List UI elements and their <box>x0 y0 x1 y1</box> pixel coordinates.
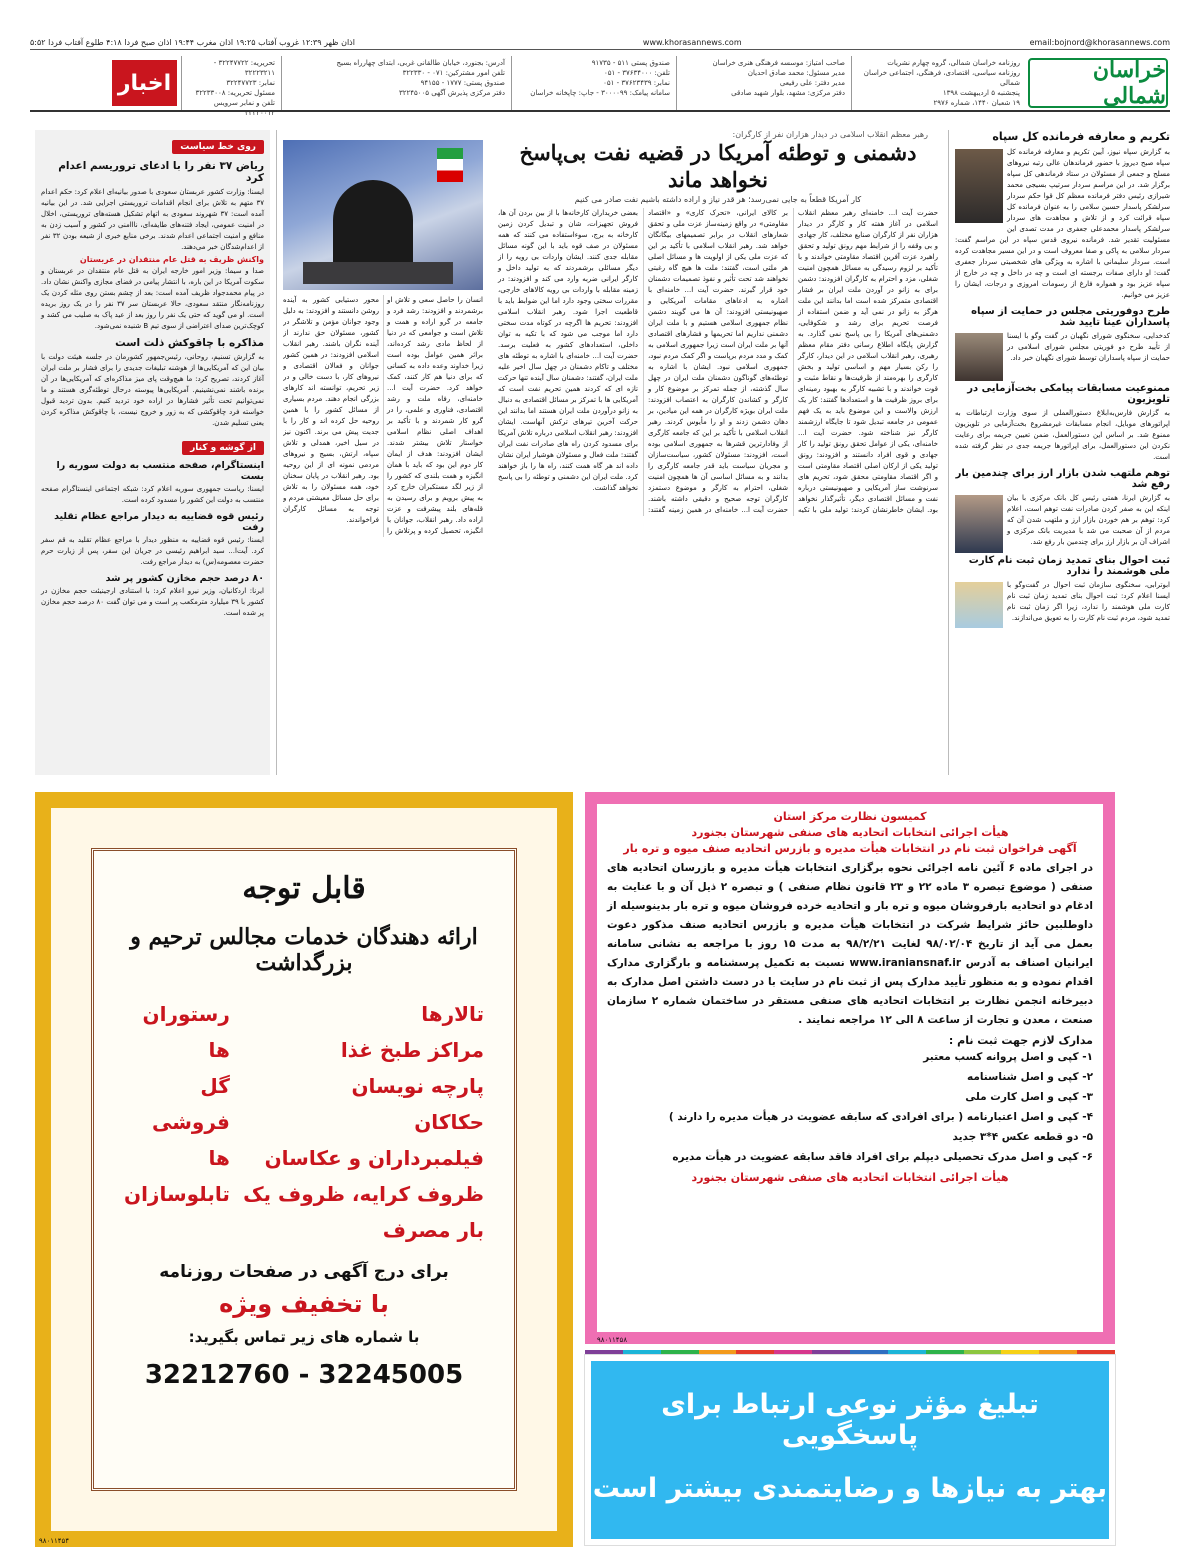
slogan-line: بهتر به نیازها و رضایتمندی بیشتر است <box>592 1473 1108 1504</box>
news-photo <box>955 333 1003 381</box>
ad-line: با شماره های زیر تماس بگیرید: <box>188 1328 420 1346</box>
headline[interactable]: رئیس قوه قضاییه به دیدار مراجع عظام تقلید رفت <box>54 511 264 533</box>
email-link[interactable]: email:bojnord@khorasannews.com <box>1029 38 1170 47</box>
subheadline[interactable]: واکنش ظریف به قتل عام منتقدان در عربستان <box>79 255 264 264</box>
docs-title: مدارک لازم جهت ثبت نام : <box>948 1034 1093 1047</box>
headline[interactable]: طرح دوفوریتی مجلس در حمایت از سپاه پاسداران عینا تایید شد <box>971 306 1170 328</box>
column-kicker: از گوشه و کنار <box>182 441 264 455</box>
article-body: به گزارش تسنیم، روحانی، رئیس‌جمهور کشورمان در جلسه هیئت دولت با بیان این که آمریکایی‌ها از هوشنه تبلیغات جدیدی را برای فشار بر ملت ایران آغاز کردند، تصریح کرد: ما هیچ‌وقت پای میز مذاکره‌ای که آمریکایی‌ها در آن برنده باشند نمی‌نشینیم. آمریکایی‌ها پیوسته درحال توطئه‌گری هستند و ما نمی‌توانیم تحت تأثیر فشارها در اراده خود تردید کنیم. بدون تردید قبول خواسته فرد چاقوکشی که به زور و خروج نیست، با چاقوکش مذاکره کردن یعنی تسلیم شدن. <box>41 353 264 427</box>
masthead-info-2: صاحب امتیاز: موسسه فرهنگی هنری خراسان مدیر مسئول: محمد صادق احدیان مدیر دفتر: علی رفیعی دفتر مرکزی: مشهد، بلوار شهید صادقی <box>676 56 851 110</box>
ad-list-left <box>124 996 230 1248</box>
masthead-info-5: تحریریه: ۳۲۲۴۷۷۲۲ - ۳۲۲۲۳۲۱۱ نمابر: ۳۲۲۴۷۷۲۳ مسئول تحریریه: ۳۲۲۳۳۰۰۸ تلفن و نمابر سرویس ۳۲۲۳۰۰۱۴ <box>181 56 281 110</box>
list-item: پارچه نویسان <box>351 1074 484 1098</box>
article-body: به گزارش ایرنا، همتی رئیس کل بانک مرکزی با بیان اینکه این به صفر کردن صادرات نفت توهم است، اعلام کرد: توهم بر هم خوردن بازار ارز و ملتهب شدن آن که مردم از آن صحبت می شد با مدیریت بانک مرکزی و اشراف آن بر بازار ارز برای چندمین بار رفع شد. <box>1007 494 1170 546</box>
notice-footer: هیأت اجرائی انتخابات اتحادیه های صنفی شهرستان بجنورد <box>691 1171 1009 1184</box>
newspaper-logo[interactable]: خراسان شمالی <box>1028 58 1168 108</box>
article-columns <box>498 208 938 516</box>
right-news-column <box>955 130 1170 775</box>
article-body: حضرت آیت ا... خامنه‌ای رهبر معظم انقلاب اسلامی در آغاز هفته کار و کارگر در دیدار هزاران نفر از کارگران صنایع مختلف، کار جهادی و بی وقفه را از شرایط مهم رونق تولید و تحقق راهبرد عزت آفرین اقتصاد مقاومتی خواندند و با تأکید بر لزوم رسیدگی به مسائل همچون امنیت شغلی، مزد و احترام به کارگران افزودند: دشمن برای به زانو در آوردن ملت ایران بر فشار اقتصادی متمرکز شده است اما بدانند این ملت هرگز به زانو در نمی آید و ضمن استفاده از فرصت تحریم برای رشد و شکوفایی، دشمنی‌های آمریکا را بی پاسخ نمی گذارد. به گزارش پایگاه اطلاع رسانی دفتر مقام معظم رهبری، رهبر انقلاب اسلامی در این دیدار، کارگر را رکن بسیار مهم و اساسی تولید و بخش کارگری را بهره‌مند از ظرفیت‌ها و نقاط مثبت و قوت خواندند و با تشبیه کارگر به بهبود رمینه‌ای برای بروز ظرفیت ها و استعدادها گفتند: کار یک ارزش والاست و این موضوع باید به یک فهم عمومی در جامعه تبدیل شود تا جایگاه ارزشمند کارگر نیز شناخته شود. حضرت آیت ا... خامنه‌ای، یکی از عوامل تحقق رونق تولید را کار جهادی و قوی افراد دانستند و افزودند: رونق تولید یکی از ارکان اصلی اقتصاد مقاومتی است و اگر اقتصاد مقاومتی محقق شود، تحریم های سرنوشت ساز آمریکایی و صهیونیستی درباره نفت و مسائل اقتصادی دیگر، تأثیرگذار نخواهد بود. ایشان خاطرنشان کردند: تولید ملی با تکیه بر کالای ایرانی، «تحرک کاری» و «اقتصاد مقاومتی» در واقع زمینه‌ساز عزت ملی و تحقق شعارهای انقلاب در برابر تصمیمهای بیگانگان خواهد شد. رهبر انقلاب اسلامی با تأکید بر این که عزت ملی یکی از اولویت ها و مسائل اصلی هر ملتی است، گفتند: ملت ها هیچ گاه رغبتی نخواهند شد تحت تأثیر و نفوذ تصمیمات دشمنان خود قرار گیرند. حضرت آیت ا... خامنه‌ای با اشاره به ادعاهای مقامات آمریکایی و صهیونیستی افزودند: آن ها می گویند دشمن نظام جمهوری اسلامی هستیم و با ملت ایران دشمنی نداریم اما تحریمها و فشارهای اقتصادی آنها بر ملت ایران است زیرا جمهوری اسلامی به کمک و مدد مردم برپاست و اگر کمک مردم نبود، جمهوری اسلامی نبود. ایشان با اشاره به توطئه‌های گوناگون دشمنان ملت ایران در چهل سال گذشته، از جمله تمرکز بر موضوع کار و کارگر و کشاندن کارگران به اعتصاب افزودند: ملت ایران بویژه کارگران در همه این میادین، بر دهان دشمن زدند و او را مأیوس کردند. رهبر انقلاب اسلامی با تأکید بر این که جامعه کارگری از وفادارترین قشرها به جمهوری اسلامی بوده است، افزودند: مسئولان کشور، سیاست‌سازان و مجریان سیاست باید قدر جامعه کارگری را بدانند و به مسائل اساسی آن ها همچون امنیت شغلی، احترام به کارگر و موضوع دستمزد کارگران توجه صحیح و دقیقی داشته باشند. حضرت آیت ا... خامنه‌ای در همین زمینه گفتند: بعضی خریداران کارخانه‌ها با از بین بردن آن ها، فروش تجهیزات، شان و تبدیل کردن زمین کارخانه به برج، سوءاستفاده می کنند که همه مسئولان در صف قوه باید با این گونه مسائل مقابله جدی کنند. ایشان واردات بی رویه را از دیگر مسائلی برشمردند که به تولید داخل و کارگر ایرانی ضربه وارد می کند و افزودند: در زمینه مقابله با واردات بی رویه کالاهای خارجی، مقررات سختی وجود دارد اما این ضوابط باید با قاطعیت اجرا شود. رهبر انقلاب اسلامی افزودند: تحریم ها اگرچه در کوتاه مدت سختی دارد اما موجب می شود که با تکیه به توان داخلی، استعدادهای کشور به فعلیت برسد. حضرت آیت ا... خامنه‌ای با اشاره به توطئه های مختلف و تاکام دشمنان در چهل سال اخیر علیه ملت ایران، گفتند: دشمنان سال آینده تنها حرکت تازه ای که کردند همین تحریم نفت است که آمریکایی ها با تمرکز بر مسائل اقتصادی به دنبال به زانو درآوردن ملت ایران هستند اما بدانند این حرکت آخرین تیرهای ترکش آنهاست. ایشان افزودند: رهبر انقلاب اسلامی درباره تلاش آمریکا برای مسدود کردن راه های صادرات نفت ایران گفتند: ملت فعال و مسئولان هوشیار ایران نشان داده اند هر گاه همت کنند، راه ها را باز خواهند کرد. ملت ایران این دشمنی و توطئه را بی پاسخ نخواهد گذاشت. <box>498 209 938 514</box>
masthead <box>30 56 1170 117</box>
list-item: فیلمبرداران و عکاسان <box>264 1146 484 1170</box>
masthead-info-3: صندوق پستی ۵۱۱ - ۹۱۷۳۵ تلفن: ۳۷۶۳۴۰۰۰ - ۰۵۱ نمابر: ۳۷۶۲۳۴۳۹ - ۰۵۱ سامانه پیامک: ۳۰۰۰۰۹۹ - جاپ: چاپخانه خراسان <box>511 56 676 110</box>
list-item: ظروف کرایه، ظروف یک بار مصرف <box>243 1182 484 1242</box>
flag-icon <box>437 148 463 182</box>
article-body: صدا و سیما: وزیر امور خارجه ایران به قتل عام منتقدان در عربستان و سکوت آمریکا در این باره، با انتشار پیامی در فضای مجازی واکنش نشان داد. در پیام محمدجواد ظریف آمده است: بعد از چشم بستن روی مثله کردن یک روزنامه‌نگار منتقد سعودی، حالا عربستان سر ۳۷ نفر را در یک روز بریده است. او می گوید که حتی یک نفر را روز بعد از عید پاک به صلیب می کشد و کوچک‌ترین صدای اعتراضی از سوی تیم B شنیده نمی‌شود. <box>41 267 264 330</box>
list-item: رستوران ها <box>142 1002 230 1062</box>
headline[interactable]: ۸۰ درصد حجم مخازن کشور پر شد <box>105 573 264 584</box>
leader-photo <box>283 140 483 290</box>
ad-discount: با تخفیف ویژه <box>219 1290 389 1318</box>
ad-code: ۹۸۰۱۱۴۵۴ <box>39 1537 70 1545</box>
headline[interactable]: تکریم و معارفه فرمانده کل سپاه <box>992 130 1170 143</box>
news-photo <box>955 582 1003 628</box>
list-item: تابلوسازان <box>124 1182 230 1206</box>
advertising-slogan-ad[interactable] <box>585 1355 1115 1545</box>
ad-list-right <box>230 996 484 1248</box>
desk <box>303 262 453 284</box>
news-photo <box>955 495 1003 553</box>
article-body: ایسنا: ریاست جمهوری سوریه اعلام کرد: شبکه اجتماعی اینستاگرام صفحه منتسب به دولت این کشور را مسدود کرده است. <box>41 485 264 504</box>
list-item: گل فروشی ها <box>151 1074 230 1170</box>
article-body: به گزارش فارس‌به‌ابلاغ دستورالعملی از سوی وزارت ارتباطات به اپراتورهای موبایل، انجام مسابقات غیرمشروع بخت‌آزمایی در تلویزیون ممنوع شد. بر اساس این دستورالعمل، ضمن تعیین جریمه برای رعایت نکردن این دستورالعمل، برای اپراتورها جریمه جدی در نظر گرفته شده است. <box>955 409 1170 461</box>
headline[interactable]: مذاکره با چاقوکش ذلت است <box>115 337 264 349</box>
left-news-column <box>35 130 270 775</box>
notice-title: آگهی فراخوان ثبت نام در انتخابات هیأت مدیره و بازرس اتحادیه صنف میوه و تره بار <box>623 842 1077 855</box>
column-kicker: روی خط سیاست <box>172 140 264 154</box>
headline[interactable]: ممنوعیت مسابقات پیامکی بخت‌آزمایی در تلویزیون <box>967 383 1170 405</box>
headline[interactable]: اینستاگرام، صفحه منتسب به دولت سوریه را بست <box>56 460 264 482</box>
article-body: کدخدایی، سخنگوی شورای نگهبان در گفت وگو با ایسنا از تأیید طرح دو فوریتی مجلس شورای اسلامی در حمایت از سپاه پاسداران توسط شورای نگهبان خبر داد. <box>1007 332 1170 362</box>
election-notice-ad[interactable] <box>585 792 1115 1344</box>
notice-line: هیأت اجرائی انتخابات اتحادیه های صنفی شهرستان بجنورد <box>691 826 1009 839</box>
condolence-services-ad[interactable] <box>35 792 573 1547</box>
list-item: ۳- کپی و اصل کارت ملی <box>965 1091 1093 1103</box>
article-body: به گزارش سپاه نیوز، آیین تکریم و معارفه فرمانده کل سپاه صبح دیروز با حضور فرماندهان عالی رتبه نیروهای مسلح و جمعی از مسئولان در ستاد فرماندهی کل سپاه برگزار شد. در این مراسم سردار سرتیپ بسیجی محمد شیرازی رئیس دفتر فرمانده معظم کل قوا حکم سردار سرلشکر پاسدار حسین سلامی را به عنوان فرمانده کل سپاه قرائت کرد و از تلاش و مجاهدت های سردار سرلشکر پاسدار محمدعلی جعفری در مدت تصدی این مسئولیت تقدیر شد. فرمانده نیروی قدس سپاه در این مراسم گفت: سردار سلامی به پاکی و صفا معروف است و در این مسیر مجاهدت کرده است. سردار سلیمانی با اشاره به ویژگی های شخصیتی سردار جعفری گفت: او دارای صفات برجسته ای است و چه در داخل و چه در خارج از سپاه عزیز بود و همواره فارغ از رسومات امروزی و درجات، ایشان را عزیز می خوانیم. <box>955 148 1170 299</box>
ad-title: قابل توجه <box>242 871 366 906</box>
masthead-info-1: روزنامه خراسان شمالی، گروه چهارم نشریات روزنامه سیاسی، اقتصادی، فرهنگی، اجتماعی خراسان شمالی پنجشنبه ۵ اردیبهشت ۱۳۹۸ ۱۹ شعبان ۱۴۴۰، شماره ۲۹۷۶ <box>851 56 1026 110</box>
list-item: ۱- کپی و اصل پروانه کسب معتبر <box>923 1051 1093 1063</box>
column-divider <box>948 130 949 775</box>
news-photo <box>955 149 1003 223</box>
list-item: ۲- کپی و اصل شناسنامه <box>966 1071 1093 1083</box>
header-topline <box>30 36 1170 50</box>
main-article <box>283 130 938 775</box>
headline[interactable]: ریاض ۳۷ نفر را با ادعای تروریسم اعدام کرد <box>58 160 264 184</box>
ad-phones[interactable]: 32212760 - 32245005 <box>144 1360 464 1390</box>
ad-line: برای درج آگهی در صفحات روزنامه <box>159 1262 449 1282</box>
prayer-times: اذان ظهر ۱۲:۳۹ غروب آفتاب ۱۹:۲۵ اذان مغرب ۱۹:۴۴ اذان صبح فردا ۴:۱۸ طلوع آفتاب فردا ۵:۵۲ <box>30 38 355 47</box>
docs-list <box>607 1047 1093 1167</box>
list-item: مراکز طبخ غذا <box>340 1038 484 1062</box>
article-body: ایسنا: وزارت کشور عربستان سعودی با صدور بیانیه‌ای اعلام کرد: حکم اعدام ۳۷ متهم به تلاش برای انجام اقدامات تروریستی اجرایی شد. در این بیانیه آمده است: ۳۷ شهروند سعودی به اتهام تشکیل هسته‌های تروریستی، اخلال در امنیت عمومی، ایجاد فتنه‌های طایفه‌ای، نااامنی در کشور و آسیب زدن به منافع و امنیت اجتماعی اعدام شدند. برخی منابع خبری از شیعه بودن ۳۲ نفر از اعدام‌شدگان خبر می‌دهند. <box>41 188 264 251</box>
list-item: حکاکان <box>414 1110 484 1134</box>
slogan-line: تبلیغ مؤثر نوعی ارتباط برای پاسخگویی <box>661 1389 1039 1451</box>
column-divider <box>276 130 277 775</box>
article-kicker: رهبر معظم انقلاب اسلامی در دیدار هزاران نفر از کارگران: <box>732 130 928 139</box>
list-item: ۵- دو قطعه عکس ۴*۳ جدید <box>952 1131 1093 1143</box>
article-body: ایسنا: رئیس قوه قضاییه به منظور دیدار با مراجع عظام تقلید به قم سفر کرد. آیت‌ا... سید ابراهیم رئیسی در جریان این سفر، پس از زیارت حرم حضرت معصومه(س) به دیدار مراجع رفت. <box>41 536 264 566</box>
masthead-info-4: آدرس: بجنورد، خیابان طالقانی غربی، ابتدای چهارراه بسیج تلفن امور مشترکین: ۰۷۱ - ۳۲۲۳۳۰ صندوق پستی: ۱۷۷۷ - ۹۴۱۵۵ دفتر مرکزی پذیرش آگهی ۳۲۲۴۵۰۰۵ <box>281 56 511 110</box>
person-figure <box>333 180 413 270</box>
list-item: تالارها <box>421 1002 484 1026</box>
headline[interactable]: ثبت احوال بنای تمدید زمان ثبت نام کارت ملی هوشمند را ندارد <box>968 555 1170 577</box>
notice-body: در اجرای ماده ۶ آئین نامه اجرائی نحوه برگزاری انتخابات هیأت مدیره و بازرسان اتحادیه های صنفی ( موضوع تبصره ۳ ماده ۲۲ و ۲۳ قانون نظام صنفی ) و تبصره ۲ ذیل آن و با عنایت به ادغام دو اتحادیه بارفروشان میوه و تره بار و اتحادیه خرده فروشان میوه و تره بار بدینوسیله از داوطلبین حائز شرایط شرکت در انتخابات هیأت مدیره و بازرس اتحادیه صنف مذکور دعوت بعمل می آید از تاریخ ۹۸/۰۲/۰۴ لغایت ۹۸/۲/۲۱ به مدت ۱۵ روز با مراجعه به نشانی سامانه ایرانیان اصناف به آدرس www.iraniansnaf.ir نسبت به تکمیل پرسشنامه و بارگزاری مدارک اقدام نموده و به منظور تأیید مدارک پس از ثبت نام در سایت با در دست داشتن اصل مدارک به دبیرخانه انجمن نظارت بر انتخابات اتحادیه های صنفی مستقر در ساختمان شماره ۲ سازمان صنعت ، معدن و تجارت از ساعت ۸ الی ۱۲ مراجعه نمایند . <box>607 862 1094 1026</box>
website-link[interactable]: www.khorasannews.com <box>642 38 742 47</box>
article-body: ابوترابی، سخنگوی سازمان ثبت احوال در گفت‌وگو با ایسنا اعلام کرد: ثبت احوال بنای تمدید زمان ثبت نام کارت ملی هوشمند را ندارد، زیرا اگر زمان ثبت نام تمدید شود، مردم ثبت نام کارت را به تعویق می‌اندازند. <box>1007 581 1170 622</box>
article-subtitle: کار آمریکا قطعاً به جایی نمی‌رسد؛ هر قدر نیاز و اراده داشته باشیم نفت صادر می کنیم <box>574 195 862 204</box>
notice-line: کمیسون نظارت مرکز استان <box>773 810 927 823</box>
list-item: ۴- کپی و اصل اعتبارنامه ( برای افرادی که سابقه عضویت در هیأت مدیره را دارند ) <box>668 1111 1093 1123</box>
headline[interactable]: توهم ملتهب شدن بازار ارز برای چندمین بار رفع شد <box>955 468 1170 490</box>
article-columns-2 <box>283 295 483 537</box>
article-body: ایرنا: اردکانیان، وزیر نیرو اعلام کرد: با استنادی ارجینیئت حجم مخازن در کشور با ۳۹ میلیارد مترمکعب پر است و می توان گفت ۸۰ درصد حجم مخازن پر شده است. <box>41 587 264 617</box>
article-title[interactable]: دشمنی و توطئه آمریکا در قضیه نفت بی‌پاسخ نخواهد ماند <box>519 140 917 192</box>
article-body: انسان را حاصل سعی و تلاش او برشمردند و افزودند: رشد فرد و جامعه در گرو اراده و همت و تلاش است و جوامعی که در دنیا از لحاظ مادی رشد کرده‌اند، براثر همین عوامل بوده است زیرا خداوند وعده داده به کسانی که برای دنیا هم کار کنند، کمک خواهد کرد. حضرت آیت ا... خامنه‌ای، رفاه ملت و رشد اقتصادی، فناوری و علمی، را در گرو کار شمردند و با تأکید بر اهداف اصلی نظام اسلامی خواستار تلاش بیشتر شدند. ایشان افزودند: هدف از ایمان کار دوم این بود که باید با همان انگیزه و همت بلندی که کشور را از زیر لگد مستکبران خارج کرد به پیش برویم و برای رسیدن به قله‌های بلند پیشرفت و عزت اراده داد. رهبر انقلاب، جوانان با انگیزه، تحصیل کرده و پرتلاش را محور دستیابی کشور به آینده روشن دانستند و افزودند: به دلیل وجود جوانان مؤمن و تلاشگر در کشور، مسئولان حق ندارند از آینده نگران باشند. رهبر انقلاب اسلامی افزودند: در همین کشور جوانان و فعالان اقتصادی و نیروهای کار، با دست خالی و در زیر تحریم، توانسته اند کارهای بزرگی انجام دهند. مردم بسیاری از مسائل کشور را با همین روحیه حل کرده اند و کار را با جدیت پیش می برند. اکنون نیز در سیل اخیر، همدلی و تلاش سپاه، ارتش، بسیج و نیروهای مردمی نمونه ای از این روحیه بود. رهبر انقلاب در پایان سخنان خود، همه مسئولان را به تلاش برای حل مسائل معیشتی مردم و توجه به مسائل کارگران فراخواندند. <box>283 296 483 535</box>
ad-frame <box>91 848 517 1491</box>
ad-subtitle: ارائه دهندگان خدمات مجالس ترحیم و بزرگداشت <box>130 924 478 976</box>
list-item: ۶- کپی و اصل مدرک تحصیلی دیپلم برای افراد فاقد سابقه عضویت در هیأت مدیره <box>672 1151 1093 1163</box>
section-label[interactable]: اخبار <box>112 60 177 106</box>
ad-code: ۹۸۰۱۱۴۵۸ <box>597 1336 628 1344</box>
